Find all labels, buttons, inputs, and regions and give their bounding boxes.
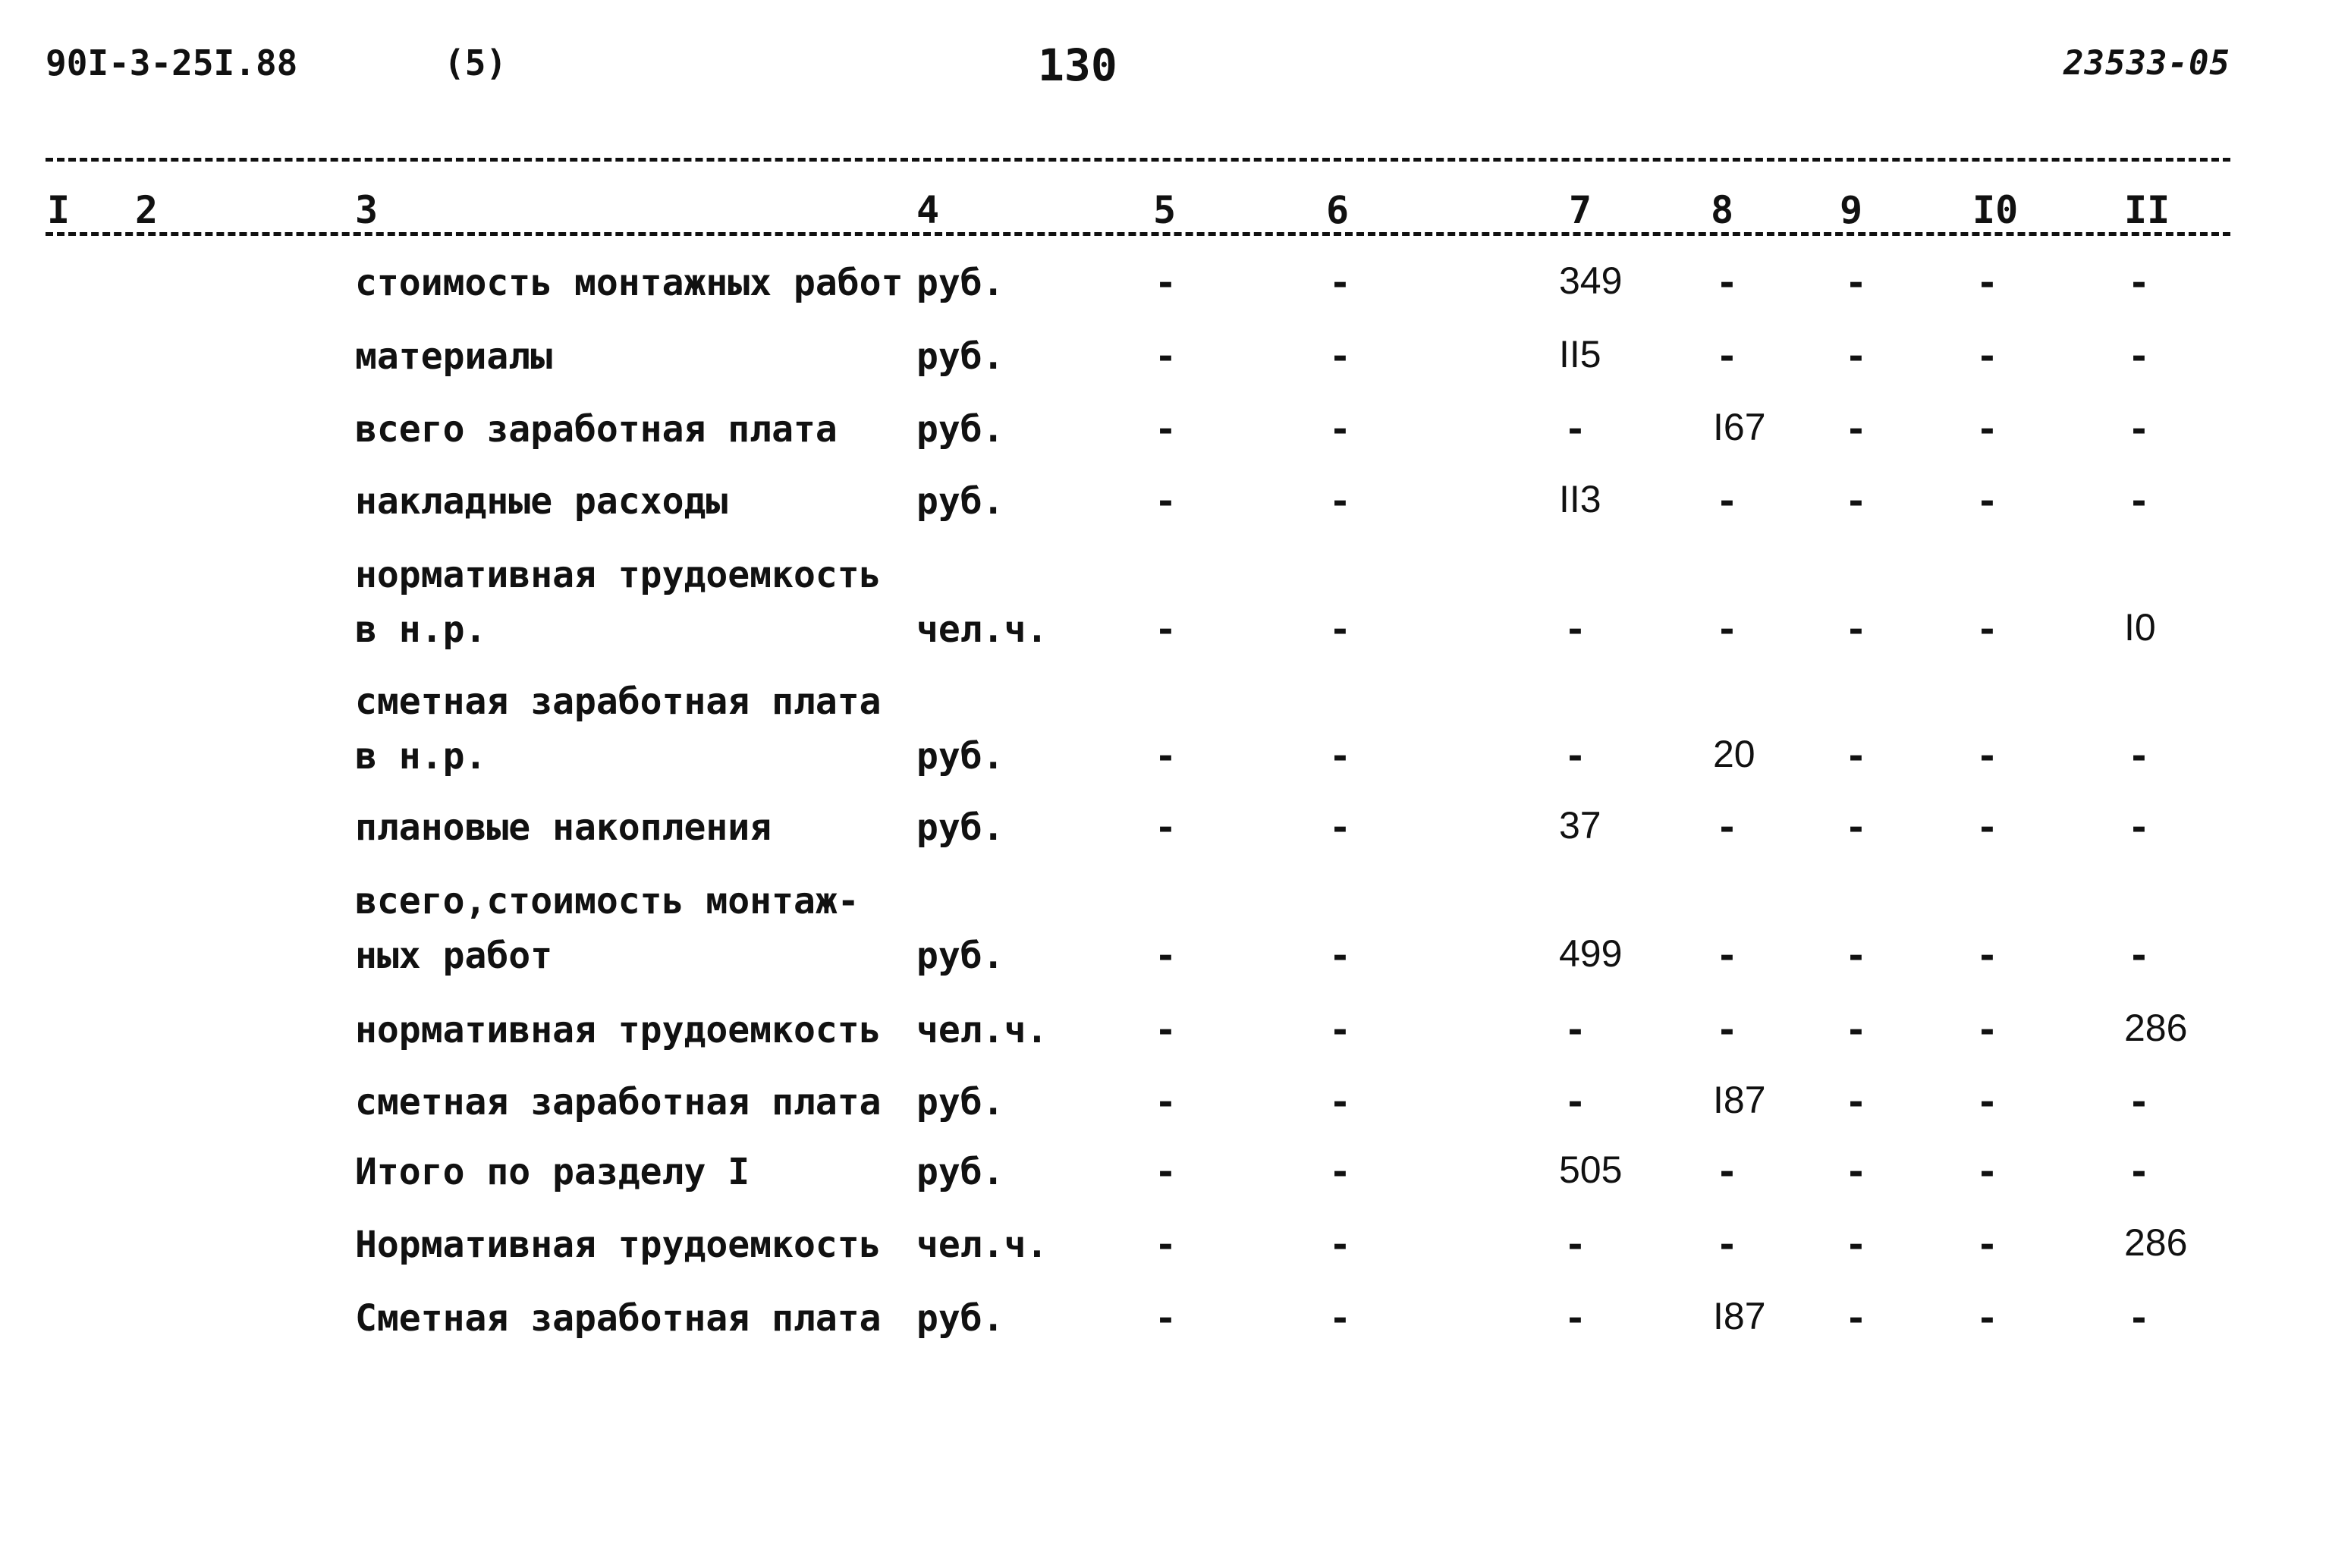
value-col-7: - (1564, 1009, 1586, 1051)
value-col-11: 286 (2124, 1221, 2188, 1264)
value-col-7: - (1564, 1224, 1586, 1266)
column-number-9: 9 (1840, 188, 1863, 232)
unit: руб. (916, 262, 1004, 304)
value-col-7: 37 (1559, 804, 1601, 847)
value-col-11: - (2128, 480, 2150, 523)
document-code: 90I-3-25I.88 (46, 42, 298, 83)
value-col-11: - (2128, 806, 2150, 849)
value-col-10: - (1976, 1151, 1998, 1193)
value-col-8: - (1716, 480, 1738, 523)
value-col-5: - (1155, 735, 1177, 778)
value-col-5: - (1155, 1297, 1177, 1340)
item-name-continuation: в н.р. (355, 608, 487, 651)
unit: руб. (916, 1081, 1004, 1123)
value-col-8: - (1716, 1009, 1738, 1051)
value-col-9: - (1845, 1224, 1867, 1266)
value-col-5: - (1155, 480, 1177, 523)
value-col-9: - (1845, 608, 1867, 651)
value-col-5: - (1155, 1081, 1177, 1123)
item-name: плановые накопления (355, 806, 772, 849)
value-col-11: - (2128, 408, 2150, 451)
value-col-9: - (1845, 408, 1867, 451)
column-number-3: 3 (355, 188, 379, 232)
unit: руб. (916, 335, 1004, 378)
value-col-9: - (1845, 480, 1867, 523)
value-col-11: I0 (2124, 606, 2156, 649)
unit: руб. (916, 1297, 1004, 1340)
value-col-6: - (1329, 408, 1351, 451)
value-col-8: - (1716, 1224, 1738, 1266)
value-col-7: II5 (1559, 333, 1601, 376)
item-name: всего заработная плата (355, 408, 838, 451)
value-col-5: - (1155, 1009, 1177, 1051)
item-name: нормативная трудоемкость (355, 1009, 882, 1051)
unit: чел.ч. (916, 1224, 1048, 1266)
unit: чел.ч. (916, 1009, 1048, 1051)
item-name: сметная заработная плата (355, 680, 882, 723)
item-name: нормативная трудоемкость (355, 554, 882, 596)
value-col-10: - (1976, 480, 1998, 523)
value-col-6: - (1329, 1297, 1351, 1340)
value-col-11: - (2128, 935, 2150, 977)
page-number: 130 (1038, 39, 1117, 91)
value-col-10: - (1976, 1081, 1998, 1123)
value-col-7: - (1564, 735, 1586, 778)
column-number-4: 4 (916, 188, 940, 232)
column-number-11: II (2124, 188, 2170, 232)
value-col-11: - (2128, 335, 2150, 378)
value-col-7: - (1564, 1081, 1586, 1123)
value-col-5: - (1155, 806, 1177, 849)
value-col-6: - (1329, 935, 1351, 977)
column-number-6: 6 (1326, 188, 1350, 232)
item-name-continuation: ных работ (355, 935, 553, 977)
value-col-8: - (1716, 1151, 1738, 1193)
unit: чел.ч. (916, 608, 1048, 651)
value-col-5: - (1155, 408, 1177, 451)
value-col-9: - (1845, 735, 1867, 778)
value-col-9: - (1845, 935, 1867, 977)
value-col-5: - (1155, 262, 1177, 304)
value-col-5: - (1155, 1151, 1177, 1193)
value-col-10: - (1976, 262, 1998, 304)
value-col-10: - (1976, 935, 1998, 977)
archive-number: 23533-05 (2063, 44, 2230, 83)
value-col-6: - (1329, 806, 1351, 849)
value-col-6: - (1329, 735, 1351, 778)
column-number-10: I0 (1972, 188, 2019, 232)
sheet-variant: (5) (444, 42, 508, 83)
value-col-8: - (1716, 262, 1738, 304)
value-col-7: II3 (1559, 478, 1601, 520)
value-col-5: - (1155, 608, 1177, 651)
unit: руб. (916, 735, 1004, 778)
value-col-6: - (1329, 335, 1351, 378)
top-dashed-rule (46, 158, 2230, 162)
value-col-6: - (1329, 480, 1351, 523)
value-col-9: - (1845, 1009, 1867, 1051)
item-name-continuation: в н.р. (355, 735, 487, 778)
value-col-9: - (1845, 262, 1867, 304)
unit: руб. (916, 480, 1004, 523)
column-number-1: I (47, 188, 71, 232)
item-name: Итого по разделу I (355, 1151, 750, 1193)
item-name: всего,стоимость монтаж- (355, 880, 860, 922)
value-col-5: - (1155, 1224, 1177, 1266)
column-header-dashed-rule (46, 232, 2230, 236)
value-col-8: - (1716, 608, 1738, 651)
value-col-7: - (1564, 408, 1586, 451)
value-col-8: I87 (1713, 1079, 1766, 1121)
unit: руб. (916, 806, 1004, 849)
value-col-11: - (2128, 262, 2150, 304)
value-col-8: - (1716, 935, 1738, 977)
value-col-7: 505 (1559, 1149, 1623, 1191)
value-col-6: - (1329, 1151, 1351, 1193)
value-col-11: - (2128, 735, 2150, 778)
value-col-9: - (1845, 1297, 1867, 1340)
item-name: материалы (355, 335, 553, 378)
value-col-5: - (1155, 335, 1177, 378)
value-col-10: - (1976, 335, 1998, 378)
value-col-6: - (1329, 1224, 1351, 1266)
column-number-2: 2 (135, 188, 159, 232)
value-col-6: - (1329, 262, 1351, 304)
value-col-10: - (1976, 735, 1998, 778)
item-name: Нормативная трудоемкость (355, 1224, 882, 1266)
value-col-7: - (1564, 1297, 1586, 1340)
value-col-10: - (1976, 608, 1998, 651)
value-col-8: I87 (1713, 1295, 1766, 1337)
column-number-7: 7 (1569, 188, 1592, 232)
value-col-6: - (1329, 608, 1351, 651)
unit: руб. (916, 408, 1004, 451)
item-name: накладные расходы (355, 480, 728, 523)
value-col-7: - (1564, 608, 1586, 651)
value-col-9: - (1845, 335, 1867, 378)
column-number-8: 8 (1711, 188, 1734, 232)
value-col-5: - (1155, 935, 1177, 977)
value-col-10: - (1976, 1297, 1998, 1340)
value-col-6: - (1329, 1009, 1351, 1051)
column-number-5: 5 (1153, 188, 1177, 232)
value-col-7: 349 (1559, 259, 1623, 302)
item-name: Сметная заработная плата (355, 1297, 882, 1340)
item-name: сметная заработная плата (355, 1081, 882, 1123)
value-col-10: - (1976, 408, 1998, 451)
item-name: стоимость монтажных работ (355, 262, 904, 304)
value-col-8: I67 (1713, 406, 1766, 448)
value-col-11: 286 (2124, 1007, 2188, 1049)
value-col-9: - (1845, 806, 1867, 849)
value-col-11: - (2128, 1151, 2150, 1193)
value-col-10: - (1976, 1224, 1998, 1266)
value-col-8: 20 (1713, 733, 1755, 775)
value-col-10: - (1976, 1009, 1998, 1051)
unit: руб. (916, 1151, 1004, 1193)
value-col-10: - (1976, 806, 1998, 849)
value-col-11: - (2128, 1297, 2150, 1340)
value-col-9: - (1845, 1151, 1867, 1193)
unit: руб. (916, 935, 1004, 977)
value-col-9: - (1845, 1081, 1867, 1123)
value-col-8: - (1716, 335, 1738, 378)
value-col-7: 499 (1559, 932, 1623, 975)
value-col-6: - (1329, 1081, 1351, 1123)
value-col-11: - (2128, 1081, 2150, 1123)
value-col-8: - (1716, 806, 1738, 849)
